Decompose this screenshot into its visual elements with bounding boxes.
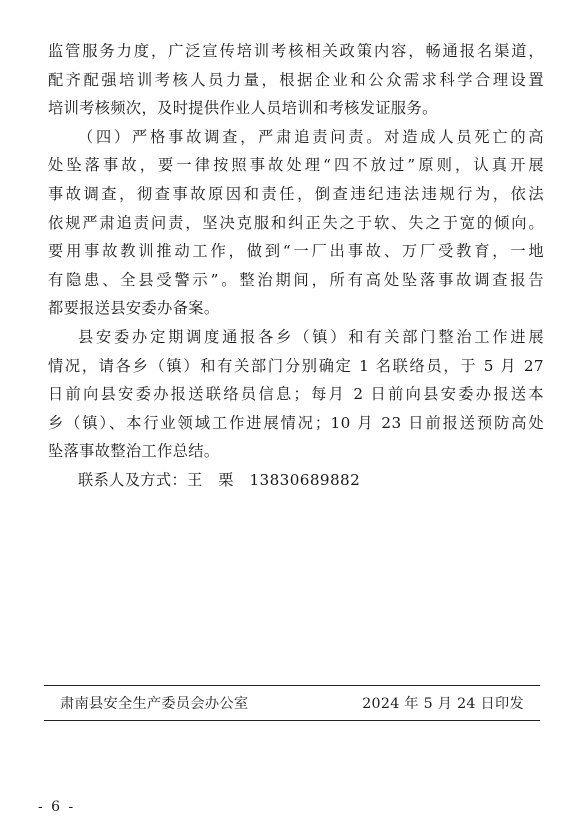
paragraph-line-1: 监管服务力度，广泛宣传培训考核相关政策内容，畅通报名渠道， (48, 42, 544, 60)
paragraph-line-6: 事故调查，彻查事故原因和责任，倒查违纪违法违规行为，依法 (48, 184, 544, 203)
section-four-heading-line: （四）严格事故调查，严肃追责问责。对造成人员死亡的高 (78, 127, 544, 146)
paragraph-line-9: 有隐患、全县受警示”。整治期间，所有高处坠落事故调查报告 (48, 270, 544, 289)
paragraph-line-15: 坠落事故整治工作总结。 (48, 442, 220, 461)
paragraph-line-7: 依规严肃追责问责，坚决克服和纠正失之于软、失之于宽的倾向。 (48, 213, 544, 232)
footer-row (44, 686, 540, 720)
paragraph-line-11: 县安委办定期调度通报各乡（镇）和有关部门整治工作进展 (78, 327, 544, 346)
issuer-name: 肃南县安全生产委员会办公室 (60, 696, 249, 712)
paragraph-line-8: 要用事故教训推动工作，做到“一厂出事故、万厂受教育，一地 (48, 242, 544, 261)
issue-date: 2024 年 5 月 24 日印发 (362, 696, 524, 712)
contact-line: 联系人及方式：王 栗 13830689882 (78, 470, 361, 489)
paragraph-line-3: 培训考核频次，及时提供作业人员培训和考核发证服务。 (48, 99, 438, 118)
issuance-footer (44, 685, 540, 721)
paragraph-line-10: 都要报送县安委办备案。 (48, 299, 220, 318)
paragraph-line-12: 情况，请各乡（镇）和有关部门分别确定 1 名联络员，于 5 月 27 (48, 356, 544, 375)
paragraph-line-2: 配齐配强培训考核人员力量，根据企业和公众需求科学合理设置 (48, 70, 544, 89)
footer-bottom-rule (44, 720, 540, 721)
page-number: - 6 - (38, 799, 76, 815)
paragraph-line-5: 处坠落事故，要一律按照事故处理“四不放过”原则，认真开展 (48, 156, 544, 175)
paragraph-line-14: 乡（镇）、本行业领域工作进展情况；10 月 23 日前报送预防高处 (48, 413, 544, 432)
body-text (48, 37, 544, 495)
paragraph-line-13: 日前向县安委办报送联络员信息；每月 2 日前向县安委办报送本 (48, 385, 544, 404)
